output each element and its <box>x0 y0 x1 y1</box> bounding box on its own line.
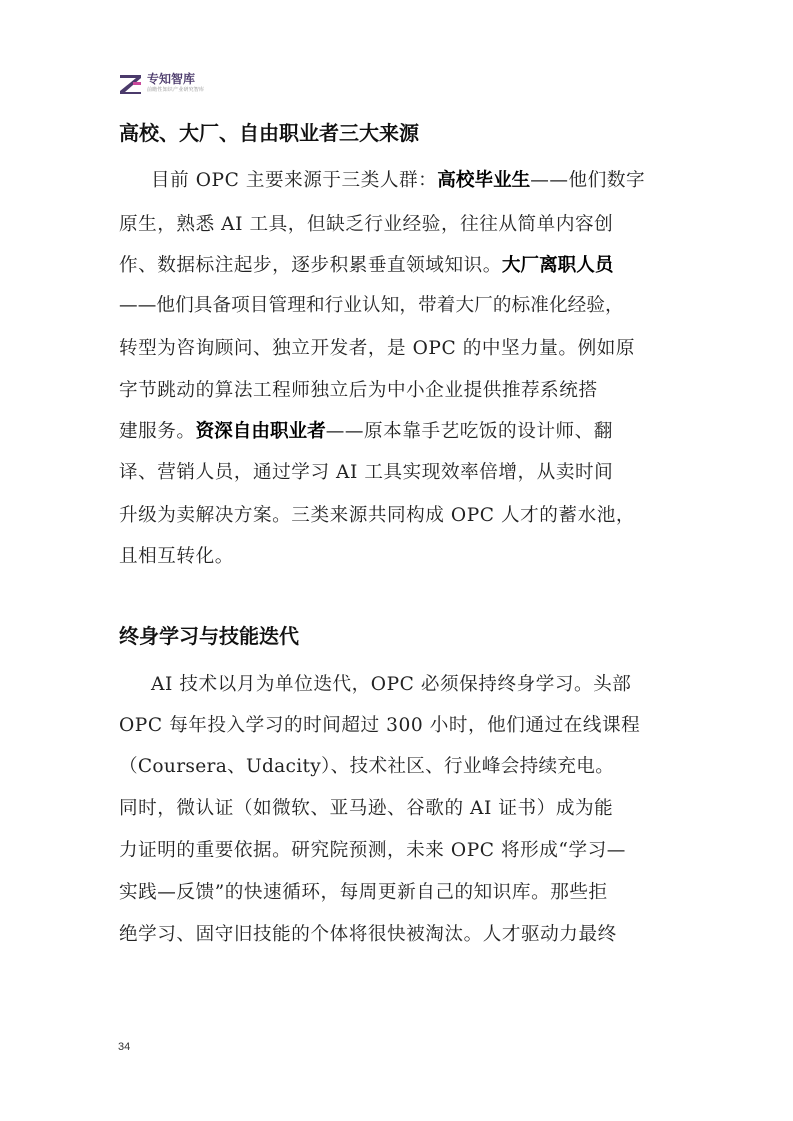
paragraph-line: 建服务。资深自由职业者——原本靠手艺吃饭的设计师、翻 <box>119 421 613 442</box>
logo-tagline: 前瞻性知识产业研究智库 <box>147 87 205 93</box>
emphasis-senior-freelancers: 资深自由职业者 <box>195 421 326 442</box>
emphasis-big-tech-leavers: 大厂离职人员 <box>501 255 614 276</box>
paragraph-line: ——他们具备项目管理和行业认知，带着大厂的标准化经验， <box>119 295 624 316</box>
paragraph-line: OPC 每年投入学习的时间超过 300 小时，他们通过在线课程 <box>119 715 641 736</box>
paragraph-line: 升级为卖解决方案。三类来源共同构成 OPC 人才的蓄水池， <box>119 505 636 526</box>
emphasis-graduates: 高校毕业生 <box>437 170 531 191</box>
paragraph-line: 绝学习、固守旧技能的个体将很快被淘汰。人才驱动力最终 <box>119 924 617 945</box>
section-heading-sources: 高校、大厂、自由职业者三大来源 <box>119 121 419 145</box>
brand-logo <box>119 71 204 97</box>
paragraph-line: 力证明的重要依据。研究院预测，未来 OPC 将形成“学习— <box>119 840 626 861</box>
paragraph-line: 原生，熟悉 AI 工具，但缺乏行业经验，往往从简单内容创 <box>119 214 614 235</box>
paragraph-line: AI 技术以月为单位迭代，OPC 必须保持终身学习。头部 <box>151 674 632 695</box>
paragraph-line: 实践—反馈”的快速循环，每周更新自己的知识库。那些拒 <box>119 882 608 903</box>
paragraph-line: 译、营销人员，通过学习 AI 工具实现效率倍增，从卖时间 <box>119 462 614 483</box>
logo-z-icon <box>119 73 143 95</box>
paragraph-line: 同时，微认证（如微软、亚马逊、谷歌的 AI 证书）成为能 <box>119 798 614 819</box>
section-heading-lifelong-learning: 终身学习与技能迭代 <box>119 624 299 648</box>
paragraph-line: 且相互转化。 <box>119 546 234 567</box>
logo-name: 专知智库 <box>147 72 196 86</box>
paragraph-line: 转型为咨询顾问、独立开发者，是 OPC 的中坚力量。例如原 <box>119 338 636 359</box>
paragraph-line: 目前 OPC 主要来源于三类人群：高校毕业生——他们数字 <box>151 170 646 191</box>
paragraph-line: （Coursera、Udacity）、技术社区、行业峰会持续充电。 <box>119 756 615 777</box>
page-number: 34 <box>118 1041 131 1053</box>
paragraph-line: 字节跳动的算法工程师独立后为中小企业提供推荐系统搭 <box>119 380 598 401</box>
paragraph-line: 作、数据标注起步，逐步积累垂直领域知识。大厂离职人员 <box>119 255 614 276</box>
